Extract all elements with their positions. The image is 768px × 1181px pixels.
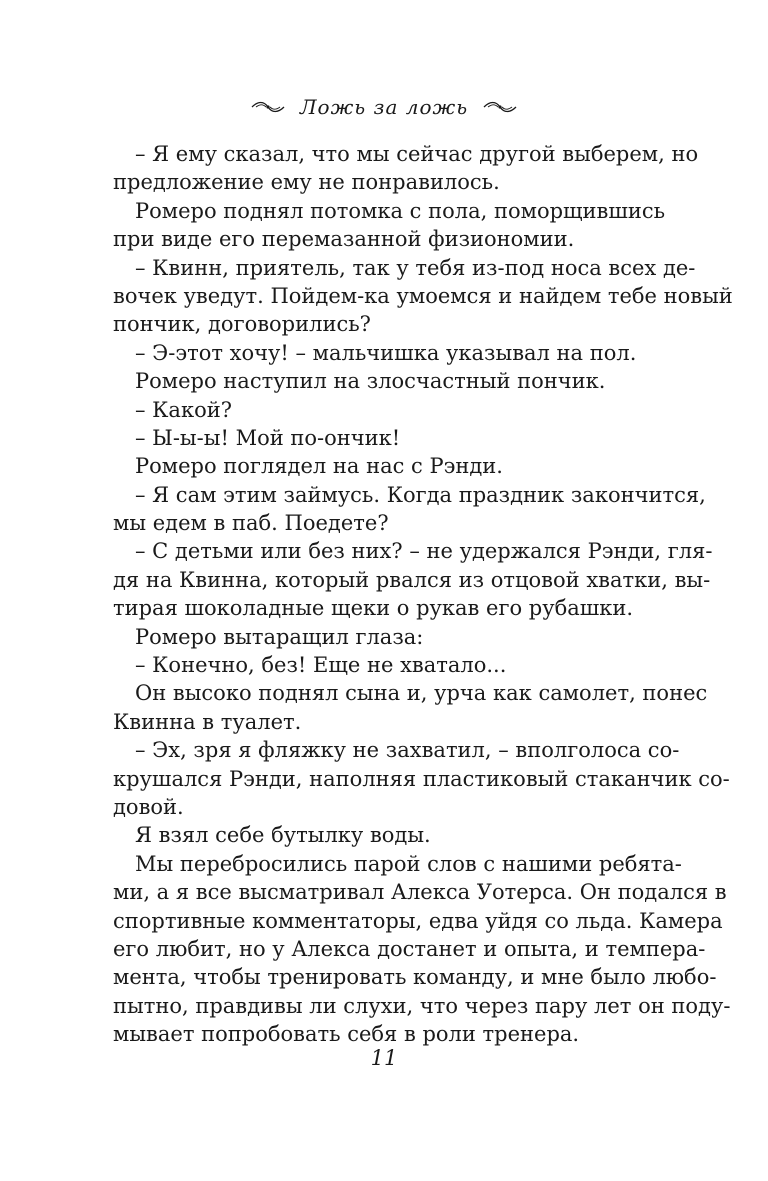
text-line: – Эх, зря я фляжку не захватил, – вполголоса со- (135, 738, 680, 763)
text-line: предложение ему не понравилось. (113, 170, 500, 195)
text-line: – Ы-ы-ы! Мой по-ончик! (135, 425, 401, 450)
text-line: Он высоко поднял сына и, урча как самолет, понес (135, 681, 708, 706)
text-line: мы едем в паб. Поедете? (113, 511, 389, 536)
text-line: Ромеро поглядел на нас с Рэнди. (135, 454, 503, 479)
text-line: – Я ему сказал, что мы сейчас другой выберем, но (135, 142, 699, 166)
text-line: тирая шоколадные щеки о рукав его рубашки. (113, 596, 634, 621)
text-line: – Какой? (135, 397, 232, 422)
text-line: – С детьми или без них? – не удержался Рэнди, гля- (135, 539, 713, 564)
text-line: Я взял себе бутылку воды. (135, 823, 431, 848)
ornament-left-icon (250, 100, 286, 114)
running-header (0, 92, 768, 122)
body-text (113, 140, 733, 1049)
page-number: 11 (370, 1046, 398, 1070)
text-line: пытно, правдивы ли слухи, что через пару лет он поду- (113, 993, 731, 1018)
text-line: крушался Рэнди, наполняя пластиковый стаканчик со- (113, 766, 730, 791)
text-line: Мы перебросились парой слов с нашими ребята- (135, 851, 682, 876)
text-line: – Квинн, приятель, так у тебя из-под носа всех де- (135, 255, 696, 280)
text-line: при виде его перемазанной физиономии. (113, 227, 575, 252)
text-line: спортивные комментаторы, едва уйдя со льда. Камера (113, 908, 723, 933)
text-line: Ромеро вытаращил глаза: (135, 624, 424, 649)
text-line: Квинна в туалет. (113, 709, 302, 734)
text-line: дя на Квинна, который рвался из отцовой хватки, вы- (113, 567, 711, 592)
text-line: – Э-этот хочу! – мальчишка указывал на пол. (135, 340, 637, 365)
text-line: Ромеро поднял потомка с пола, поморщившись (135, 198, 666, 223)
text-line: пончик, договорились? (113, 312, 371, 337)
text-line: его любит, но у Алекса достанет и опыта, и темпера- (113, 936, 706, 961)
text-line: мента, чтобы тренировать команду, и мне было любо- (113, 965, 717, 990)
text-line: Ромеро наступил на злосчастный пончик. (135, 369, 606, 394)
running-title: Ложь за ложь (299, 95, 469, 119)
text-line: – Я сам этим займусь. Когда праздник закончится, (135, 482, 706, 507)
text-line: вочек уведут. Пойдем-ка умоемся и найдем тебе новый (113, 283, 733, 308)
text-line: – Конечно, без! Еще не хватало... (135, 653, 507, 678)
text-line: довой. (113, 794, 184, 819)
text-line: мывает попробовать себя в роли тренера. (113, 1022, 580, 1047)
text-line: ми, а я все высматривал Алекса Уотерса. Он подался в (113, 880, 727, 905)
ornament-right-icon (482, 100, 518, 114)
